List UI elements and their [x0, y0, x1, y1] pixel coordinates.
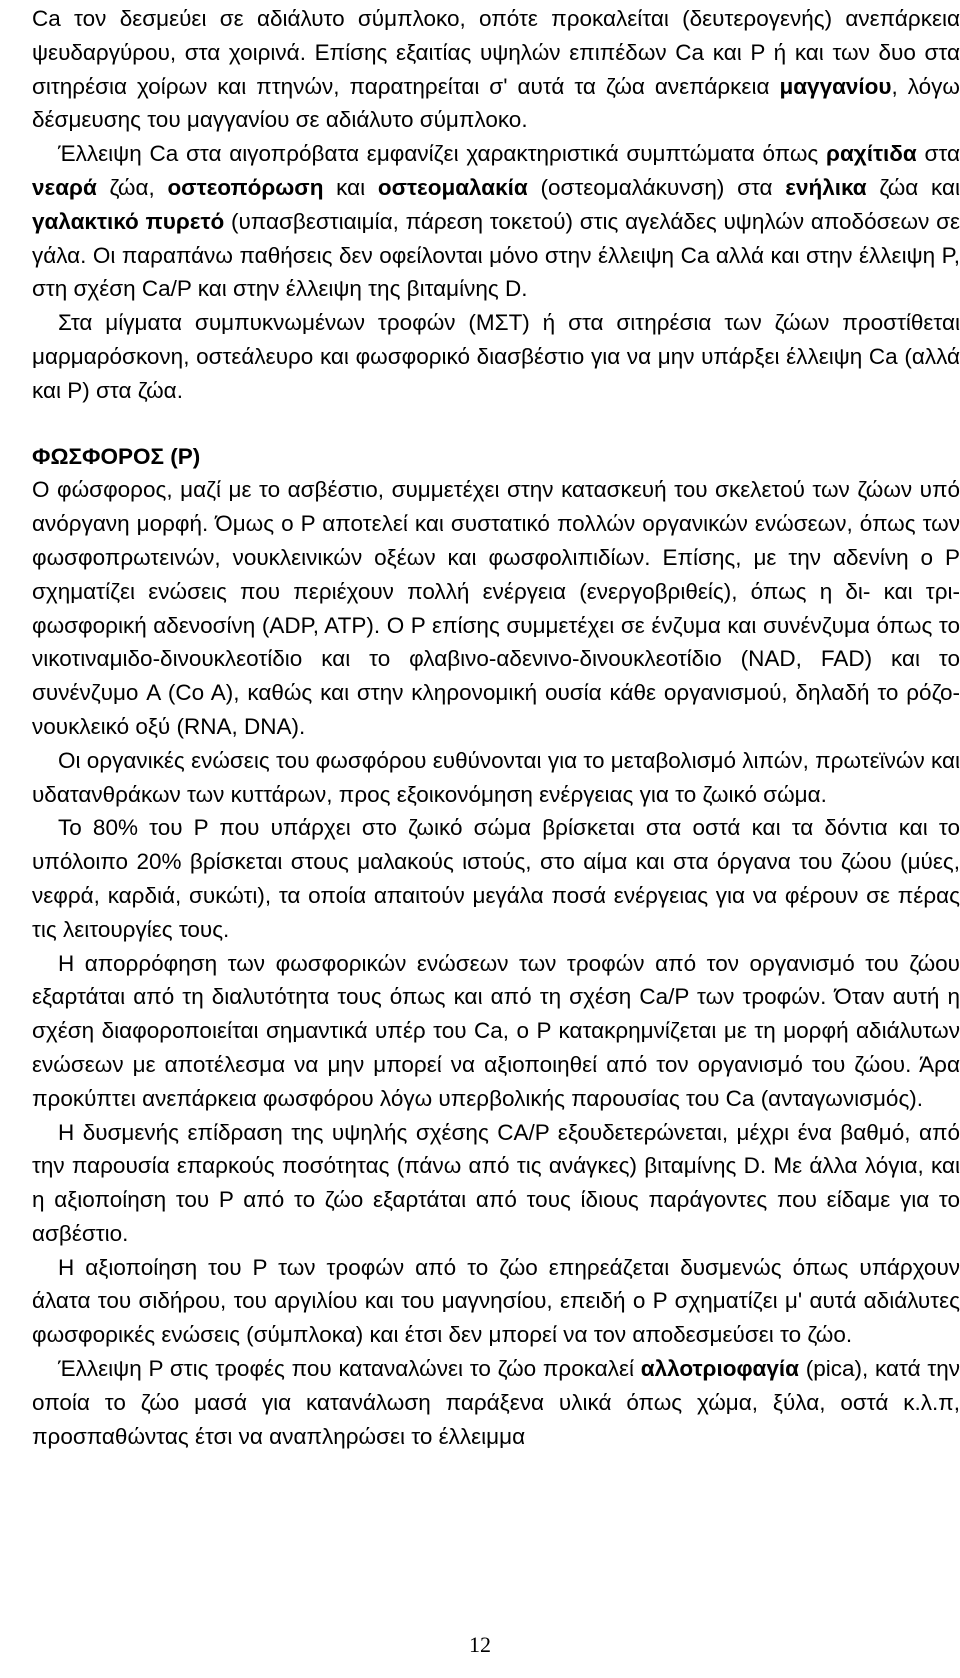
paragraph-ca-deficiency: Έλλειψη Ca στα αιγοπρόβατα εμφανίζει χαρακτηριστικά συμπτώματα όπως ραχίτιδα στα νεαρά ζώα, οστεοπόρωση και οστεομαλακία (οστεομαλάκυνση) στα ενήλικα ζώα και γαλακτικό πυρετό (υπασβεστιαιμία, πάρεση τοκετού) στις αγελάδες υψηλών αποδόσεων σε γάλα. Οι παραπάνω παθήσεις δεν οφείλονται μόνο στην έλλειψη Ca αλλά και στην έλλειψη P, στη σχέση Ca/P και στην έλλειψη της βιταμίνης D.	[32, 141, 960, 302]
bold-term-osteomalacia: οστεομαλακία	[377, 174, 528, 200]
bold-term-young: νεαρά	[32, 174, 97, 200]
bold-term-milk-fever: γαλακτικό πυρετό	[32, 208, 225, 234]
paragraph-absorption: Η απορρόφηση των φωσφορικών ενώσεων των τροφών από τον οργανισμό του ζώου εξαρτάται από τη διαλυτότητα τους όπως και από τη σχέση Ca/P των τροφών. Όταν αυτή η σχέση διαφοροποιείται σημαντικά υπέρ του Ca, ο P κατακρημνίζεται με τη μορφή αδιάλυτων ενώσεων με αποτέλεσμα να μην μπορεί να αξιοποιηθεί από τον οργανισμό του ζώου. Άρα προκύπτει ανεπάρκεια φωσφόρου λόγω υπερβολικής παρουσίας του Ca (ανταγωνισμός).	[32, 950, 960, 1111]
bold-term-rickets: ραχίτιδα	[826, 141, 917, 167]
bold-term-adult: ενήλικα	[785, 174, 867, 200]
paragraph-organic-compounds: Οι οργανικές ενώσεις του φωσφόρου ευθύνονται για το μεταβολισμό λιπών, πρωτεϊνών και υδατανθράκων των κυττάρων, προς εξοικονόμηση ενέργειας για το ζωικό σώμα.	[32, 747, 960, 807]
paragraph-distribution: Το 80% του P που υπάρχει στο ζωικό σώμα βρίσκεται στα οστά και τα δόντια και το υπόλοιπο 20% βρίσκεται στους μαλακούς ιστούς, στο αίμα και στα όργανα του ζώου (μύες, νεφρά, καρδιά, συκώτι), τα οποία απαιτούν μεγάλα ποσά ενέργειας για να φέρουν σε πέρας τις λειτουργίες τους.	[32, 815, 960, 942]
paragraph-ratio: Η δυσμενής επίδραση της υψηλής σχέσης CA/P εξουδετερώνεται, μέχρι ένα βαθμό, από την παρουσία επαρκούς ποσότητας (πάνω από τις ανάγκες) βιταμίνης D. Με άλλα λόγια, και η αξιοποίηση του P από το ζώο εξαρτάται από τους ίδιους παράγοντες που είδαμε για το ασβέστιο.	[32, 1119, 960, 1246]
bold-term-osteoporosis: οστεοπόρωση	[167, 174, 324, 200]
paragraph-phosphorus-intro: Ο φώσφορος, μαζί με το ασβέστιο, συμμετέχει στην κατασκευή του σκελετού των ζώων υπό ανόργανη μορφή. Όμως ο P αποτελεί και συστατικό πολλών οργανικών ενώσεων, όπως των φωσφοπρωτεινών, νουκλεινικών οξέων και φωσφολιπιδίων. Επίσης, με την αδενίνη ο P σχηματίζει ενώσεις που περιέχουν πολλή ενέργεια (ενεργοβριθείς), όπως η δι- και τρι-φωσφορική αδενοσίνη (ADP, ATP). Ο P επίσης συμμετέχει σε ένζυμα και συνένζυμα όπως το νικοτιναμιδο-δινουκλεοτίδιο και το φλαβινο-αδενινο-δινουκλεοτίδιο (NAD, FAD) και το συνένζυμο A (Co A), καθώς και στην κληρονομική ουσία κάθε οργανισμού, δηλαδή το ρόζο-νουκλεικό οξύ (RNA, DNA).	[32, 477, 960, 739]
section-heading-phosphorus: ΦΩΣΦΟΡΟΣ (P)	[32, 443, 201, 469]
bold-term-manganese: μαγγανίου	[779, 73, 892, 99]
paragraph-allotriophagy: Έλλειψη P στις τροφές που καταναλώνει το ζώο προκαλεί αλλοτριοφαγία (pica), κατά την οποία το ζώο μασά για κατανάλωση παράξενα υλικά όπως χώμα, ξύλα, οστά κ.λ.π, προσπαθώντας έτσι να αναπληρώσει το έλλειμμα	[32, 1356, 960, 1449]
document-body	[32, 2, 960, 1453]
page-number: 12	[469, 1632, 491, 1657]
paragraph-utilization: Η αξιοποίηση του P των τροφών από το ζώο επηρεάζεται δυσμενώς όπως υπάρχουν άλατα του σιδήρου, του αργιλίου και του μαγνησίου, επειδή ο P σχηματίζει μ' αυτά αδιάλυτες φωσφορικές ενώσεις (σύμπλοκα) και έτσι δεν μπορεί να τον αποδεσμεύσει το ζώο.	[32, 1254, 960, 1348]
paragraph-supplements: Στα μίγματα συμπυκνωμένων τροφών (ΜΣΤ) ή στα σιτηρέσια των ζώων προστίθεται μαρμαρόσκονη, οστεάλευρο και φωσφορικό διασβέστιο για να μην υπάρξει έλλειψη Ca (αλλά και P) στα ζώα.	[32, 310, 960, 403]
bold-term-allotriophagy: αλλοτριοφαγία	[640, 1356, 799, 1382]
paragraph-ca-binding: Ca τον δεσμεύει σε αδιάλυτο σύμπλοκο, οπότε προκαλείται (δευτερογενής) ανεπάρκεια ψευδαργύρου, στα χοιρινά. Επίσης εξαιτίας υψηλών επιπέδων Ca και P ή και των δυο στα σιτηρέσια χοίρων και πτηνών, παρατηρείται σ' αυτά τα ζώα ανεπάρκεια μαγγανίου, λόγω δέσμευσης του μαγγανίου σε αδιάλυτο σύμπλοκο.	[32, 6, 960, 133]
